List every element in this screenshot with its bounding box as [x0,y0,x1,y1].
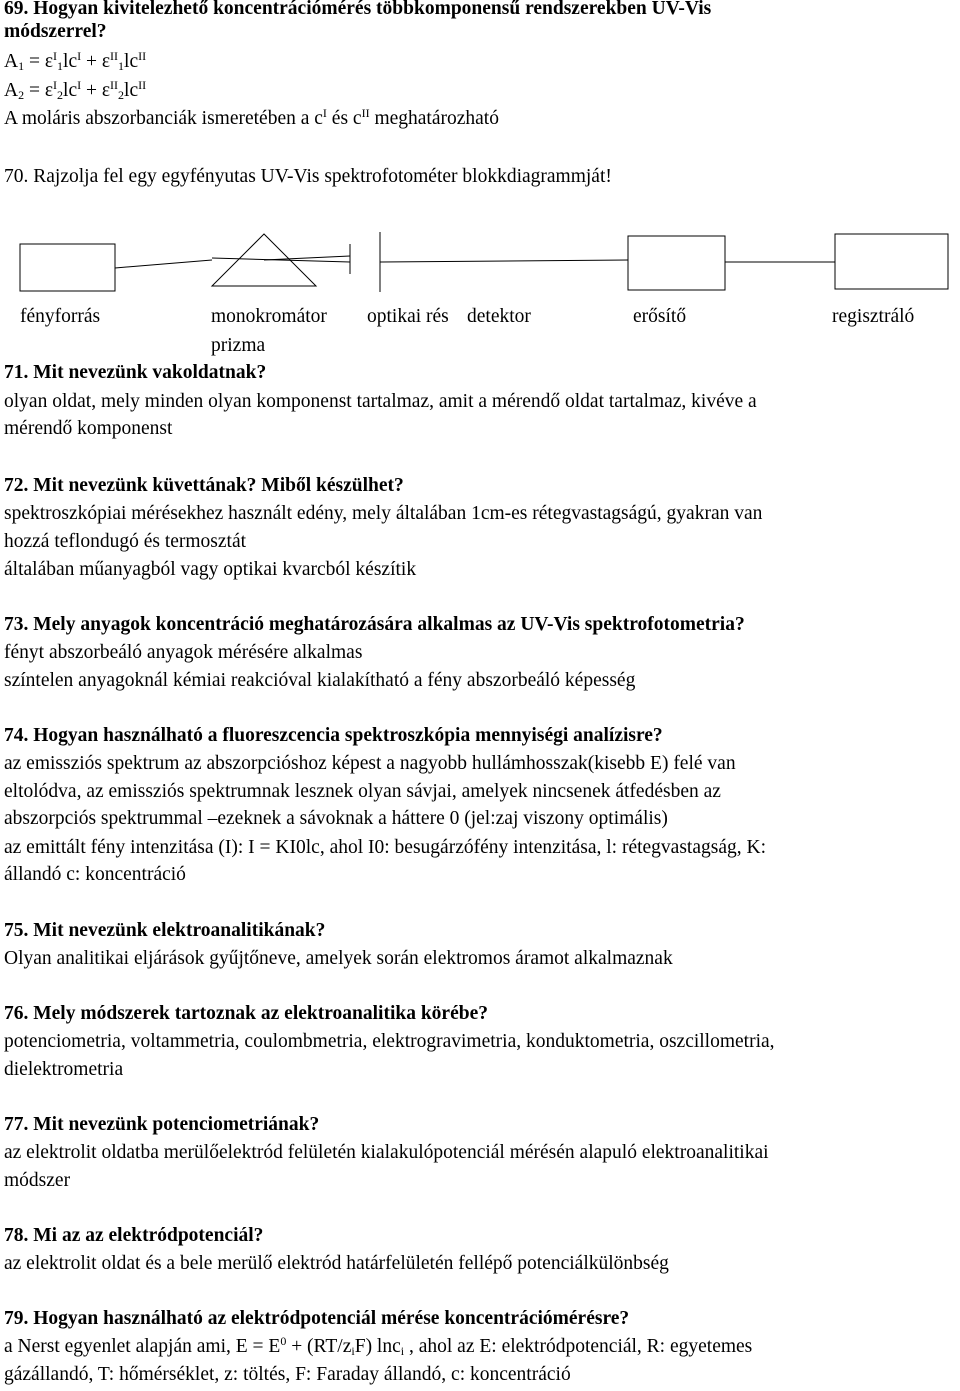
q76-title: 76. Mely módszerek tartoznak az elektroanalitika körébe? [4,1003,488,1024]
q74-answer-line4: az emittált fény intenzitása (I): I = KI0lc, ahol I0: besugárzófény intenzitása, l: rétegvastagság, K: [4,837,766,858]
q74-title: 74. Hogyan használható a fluoreszcencia spektroszkópia mennyiségi analízisre? [4,725,663,746]
q72-answer-line1: spektroszkópiai mérésekhez használt edény, mely általában 1cm-es rétegvastagságú, gyakran van [4,503,763,524]
q71-answer-line2: mérendő komponenst [4,418,173,439]
q78-answer: az elektrolit oldat és a bele merülő elektród határfelületén fellépő potenciálkülönbség [4,1253,669,1274]
label-recorder: regisztráló [832,306,915,327]
label-amplifier: erősítő [633,306,687,327]
q75-answer: Olyan analitikai eljárások gyűjtőneve, amelyek során elektromos áramot alkalmaznak [4,948,673,969]
q74-answer-line1: az emissziós spektrum az abszorpcióshoz képest a nagyobb hullámhosszak(kisebb E) felé van [4,753,736,774]
beam-line-2 [212,258,350,262]
q79-answer-line2: gázállandó, T: hőmérséklet, z: töltés, F: Faraday állandó, c: koncentráció [4,1364,571,1385]
q77-answer-line1: az elektrolit oldatba merülőelektród felületén kialakulópotenciál mérésén alapuló elektroanalitikai [4,1142,769,1163]
q78-title: 78. Mi az az elektródpotenciál? [4,1225,264,1246]
q72-answer-line3: általában műanyagból vagy optikai kvarcból készítik [4,559,417,580]
label-detector: detektor [467,306,531,327]
q76-answer-line2: dielektrometria [4,1059,124,1080]
q73-answer-line1: fényt abszorbeáló anyagok mérésére alkalmas [4,642,363,663]
q74-answer-line5: állandó c: koncentráció [4,864,186,885]
recorder-box [835,234,948,289]
q69-equation-2: $A_2 = \varepsilon^I_2lc^I + \varepsilon^{II}_2lc^{II}$ [4,78,147,102]
beam-line-3 [264,256,350,260]
q79-title: 79. Hogyan használható az elektródpotenciál mérése koncentrációmérésre? [4,1308,630,1329]
q77-answer-line2: módszer [4,1170,71,1191]
q79-answer-line1: a Nerst egyenlet alapján ami, $E = E^0 + (RT/z_iF)$ lnc$_i$ , ahol az E: elektródpotenciál, R: egyetemes [4,1334,753,1358]
q73-title: 73. Mely anyagok koncentráció meghatározására alkalmas az UV-Vis spektrofotometria? [4,614,745,635]
beam-line-4 [380,260,628,262]
label-monochromator: monokromátor [211,306,327,327]
label-prism: prizma [211,335,266,356]
q69-answer: A moláris abszorbanciák ismeretében a $c^I$ és $c^{II}$ meghatározható [4,106,499,129]
q74-answer-line2: eltolódva, az emissziós spektrumnak lesznek olyan sávjai, amelyek nincsenek átfedésben az [4,781,721,802]
q71-answer-line1: olyan oldat, mely minden olyan komponenst tartalmaz, amit a mérendő oldat tartalmaz, kivéve a [4,391,757,412]
q75-title: 75. Mit nevezünk elektroanalitikának? [4,920,326,941]
q71-title: 71. Mit nevezünk vakoldatnak? [4,362,267,383]
q70-title: 70. Rajzolja fel egy egyfényutas UV-Vis spektrofotométer blokkdiagrammját! [4,166,612,187]
q72-answer-line2: hozzá teflondugó és termosztát [4,531,247,552]
q74-answer-line3: abszorpciós spektrummal –ezeknek a sávoknak a háttere 0 (jel:zaj viszony optimális) [4,808,668,829]
label-light-source: fényforrás [20,306,101,327]
label-optical-slit: optikai rés [367,306,449,327]
q72-title: 72. Mit nevezünk küvettának? Miből készülhet? [4,475,404,496]
beam-line-1 [115,260,212,268]
q69-equation-1: $A_1 = \varepsilon^I_1lc^I + \varepsilon^{II}_1lc^{II}$ [4,49,147,73]
q76-answer-line1: potenciometria, voltammetria, coulombmetria, elektrogravimetria, konduktometria, oszcillometria, [4,1031,775,1052]
q77-title: 77. Mit nevezünk potenciometriának? [4,1114,320,1135]
light-source-box [20,244,115,291]
amplifier-box [628,236,725,290]
q73-answer-line2: színtelen anyagoknál kémiai reakcióval kialakítható a fény abszorbeáló képesség [4,670,636,691]
q69-title-line2: módszerrel? [4,21,107,42]
q69-title-line1: 69. Hogyan kivitelezhető koncentrációmérés többkomponensű rendszerekben UV-Vis [4,0,712,19]
